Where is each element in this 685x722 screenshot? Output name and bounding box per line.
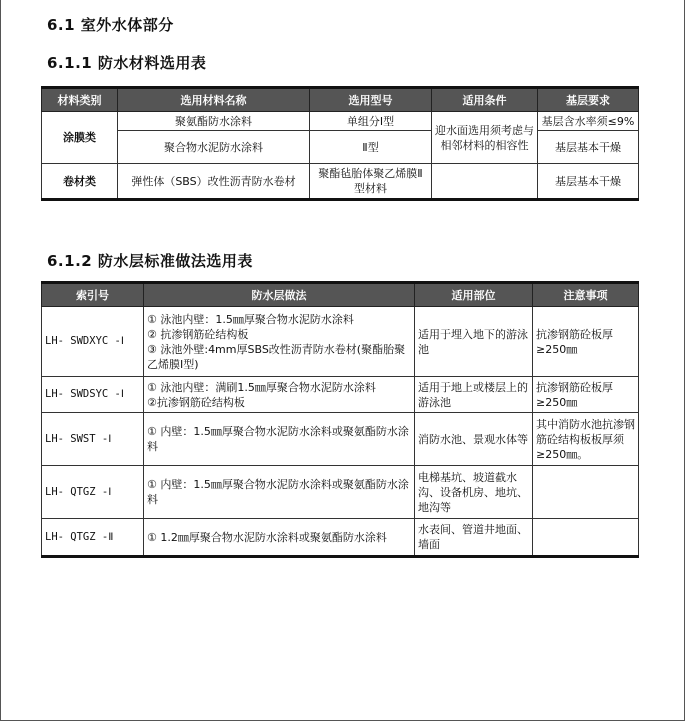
- table-row: [42, 413, 639, 466]
- method-cell: [144, 466, 415, 519]
- column-header: 选用型号: [310, 88, 432, 112]
- condition-cell: [432, 164, 538, 200]
- table-row: [42, 307, 639, 377]
- category-cell: 涂膜类: [42, 112, 118, 164]
- column-header: 基层要求: [538, 88, 639, 112]
- material-cell: 聚合物水泥防水涂料: [118, 131, 310, 164]
- column-header: 适用部位: [415, 283, 533, 307]
- method-cell: [144, 377, 415, 413]
- subsection-heading-materials: 6.1.1 防水材料选用表: [47, 54, 207, 72]
- material-cell: 聚氨酯防水涂料: [118, 112, 310, 131]
- column-header: 索引号: [42, 283, 144, 307]
- note-cell: 其中消防水池抗渗钢筋砼结构板板厚须≥250㎜。: [533, 413, 639, 466]
- method-cell: [144, 307, 415, 377]
- method-line: ② 抗渗钢筋砼结构板: [147, 327, 249, 341]
- note-cell: 抗渗钢筋砼板厚≥250㎜: [533, 377, 639, 413]
- material-cell: 弹性体（SBS）改性沥青防水卷材: [118, 164, 310, 200]
- subsection-heading-methods: 6.1.2 防水层标准做法选用表: [47, 252, 253, 270]
- model-cell: 聚酯毡胎体聚乙烯膜Ⅱ型材料: [310, 164, 432, 200]
- condition-cell: 迎水面选用须考虑与相邻材料的相容性: [432, 112, 538, 164]
- table-header-row: [42, 283, 639, 307]
- materials-table: [41, 86, 639, 201]
- category-cell: 卷材类: [42, 164, 118, 200]
- column-header: 选用材料名称: [118, 88, 310, 112]
- column-header: 注意事项: [533, 283, 639, 307]
- index-cell: LH- SWDXYC -Ⅰ: [42, 307, 144, 377]
- method-line: ① 内壁：1.5㎜厚聚合物水泥防水涂料或聚氨酯防水涂料: [147, 425, 409, 453]
- column-header: 防水层做法: [144, 283, 415, 307]
- table-row: [42, 112, 639, 131]
- table-row: [42, 519, 639, 557]
- location-cell: 适用于地上或楼层上的游泳池: [415, 377, 533, 413]
- location-cell: 水表间、管道井地面、墙面: [415, 519, 533, 557]
- method-line: ① 泳池内壁：满刷1.5㎜厚聚合物水泥防水涂料: [147, 380, 376, 394]
- method-cell: [144, 413, 415, 466]
- base-cell: 基层基本干燥: [538, 131, 639, 164]
- column-header: 材料类别: [42, 88, 118, 112]
- note-cell: [533, 519, 639, 557]
- method-line: ②抗渗钢筋砼结构板: [147, 395, 245, 409]
- table-row: [42, 377, 639, 413]
- table-row: [42, 131, 639, 164]
- note-cell: 抗渗钢筋砼板厚≥250㎜: [533, 307, 639, 377]
- table-row: [42, 164, 639, 200]
- method-line: ① 泳池内壁：1.5㎜厚聚合物水泥防水涂料: [147, 312, 354, 326]
- index-cell: LH- QTGZ -Ⅱ: [42, 519, 144, 557]
- table-header-row: [42, 88, 639, 112]
- method-cell: [144, 519, 415, 557]
- methods-table: [41, 281, 639, 558]
- index-cell: LH- QTGZ -Ⅰ: [42, 466, 144, 519]
- table-row: [42, 466, 639, 519]
- index-cell: LH- SWST -Ⅰ: [42, 413, 144, 466]
- section-heading: 6.1 室外水体部分: [47, 16, 174, 34]
- index-cell: LH- SWDSYC -Ⅰ: [42, 377, 144, 413]
- model-cell: Ⅱ型: [310, 131, 432, 164]
- base-cell: 基层基本干燥: [538, 164, 639, 200]
- model-cell: 单组分Ⅰ型: [310, 112, 432, 131]
- base-cell: 基层含水率须≤9%: [538, 112, 639, 131]
- location-cell: 电梯基坑、坡道截水沟、设备机房、地坑、地沟等: [415, 466, 533, 519]
- method-line: ① 1.2㎜厚聚合物水泥防水涂料或聚氨酯防水涂料: [147, 530, 387, 544]
- location-cell: 适用于埋入地下的游泳池: [415, 307, 533, 377]
- method-line: ① 内壁：1.5㎜厚聚合物水泥防水涂料或聚氨酯防水涂料: [147, 478, 409, 506]
- method-line: ③ 泳池外壁:4mm厚SBS改性沥青防水卷材(聚酯胎聚乙烯膜Ⅰ型): [147, 342, 406, 371]
- note-cell: [533, 466, 639, 519]
- location-cell: 消防水池、景观水体等: [415, 413, 533, 466]
- column-header: 适用条件: [432, 88, 538, 112]
